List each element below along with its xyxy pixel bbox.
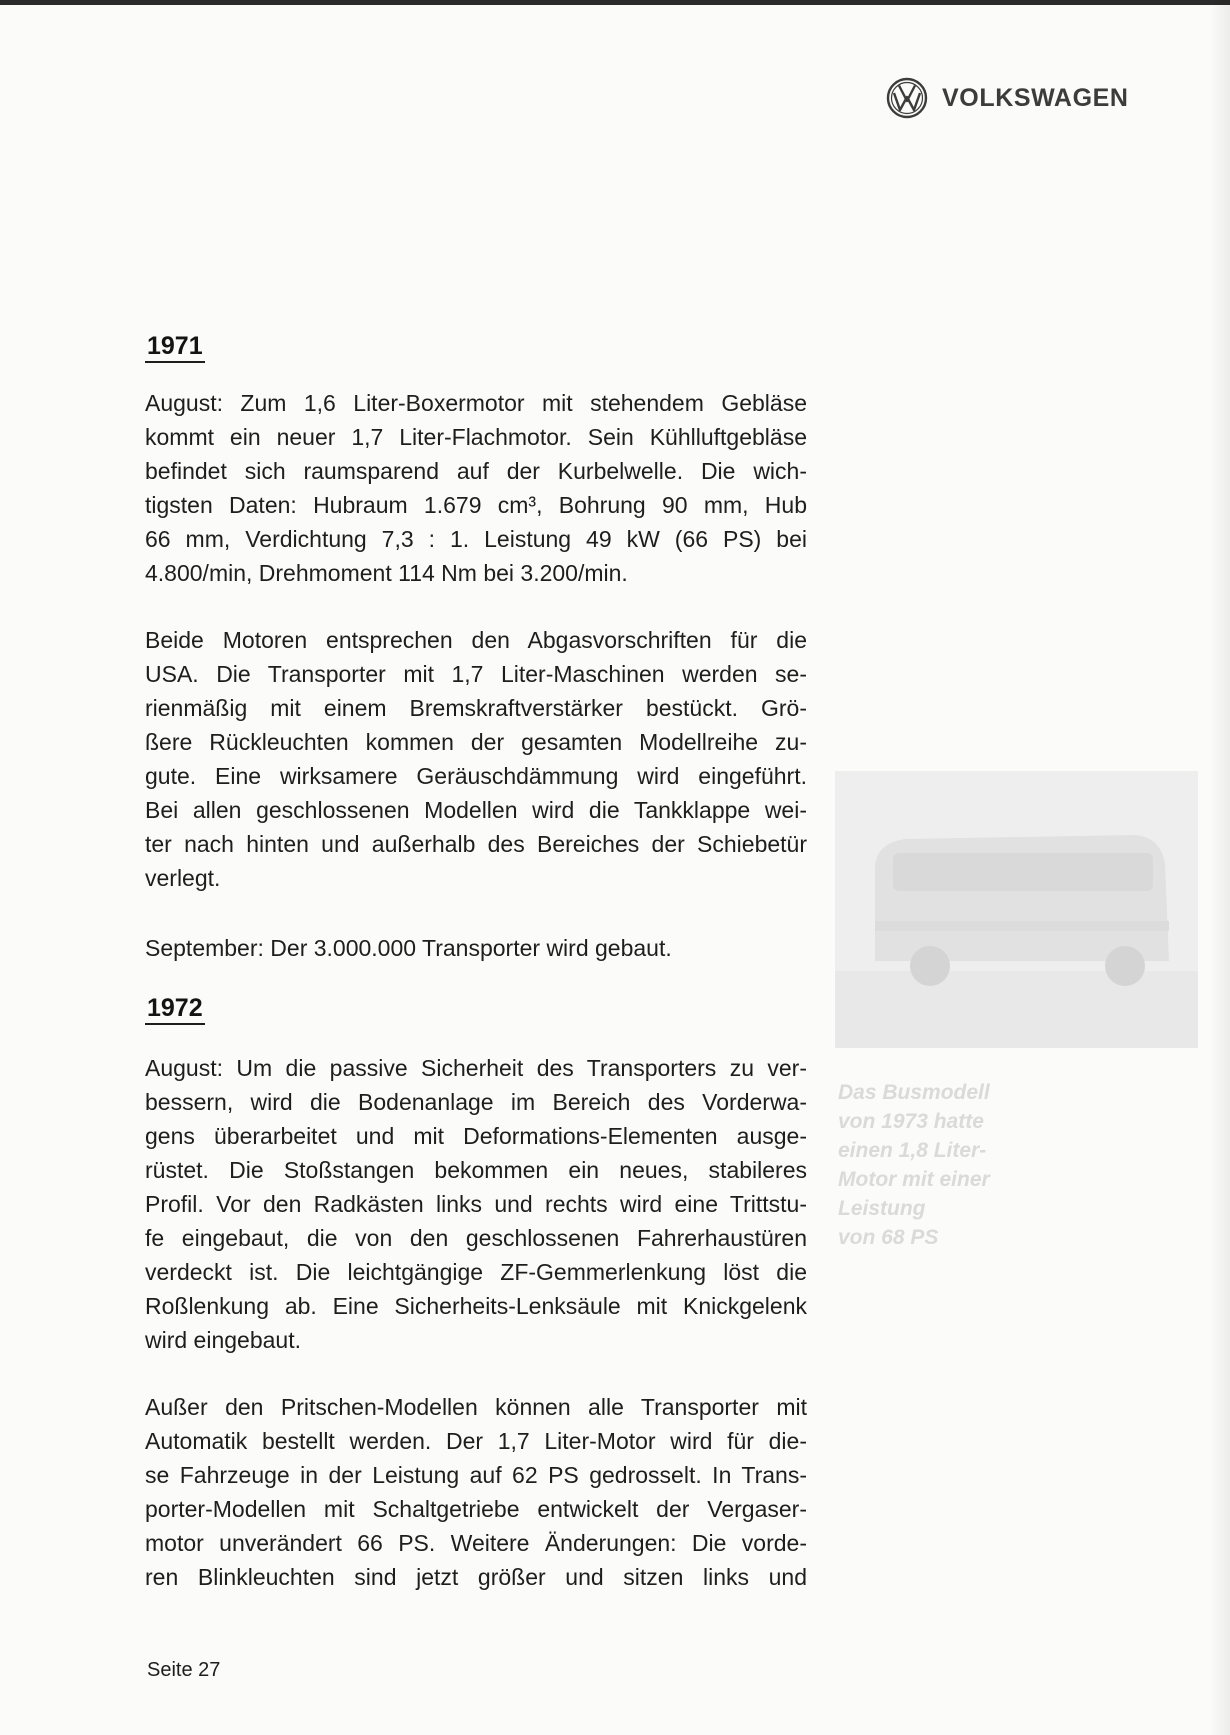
bus-photo — [835, 771, 1198, 1048]
bus-photo-icon — [835, 771, 1198, 1048]
scan-right-edge — [1210, 0, 1230, 1735]
text-line: ßere Rückleuchten kommen der gesamten Modellreihe zu- — [145, 729, 807, 755]
text-line: porter-Modellen mit Schaltgetriebe entwickelt der Vergaser- — [145, 1496, 807, 1522]
paragraph — [145, 623, 807, 895]
paragraph — [145, 386, 807, 590]
text-line: verlegt. — [145, 865, 221, 891]
text-line: kommt ein neuer 1,7 Liter-Flachmotor. Sein Kühlluftgebläse — [145, 424, 807, 450]
text-line: verdeckt ist. Die leichtgängige ZF-Gemmerlenkung löst die — [145, 1259, 807, 1285]
text-line: Bei allen geschlossenen Modellen wird die Tankklappe wei- — [145, 797, 807, 823]
text-line: bessern, wird die Bodenanlage im Bereich des Vorderwa- — [145, 1089, 807, 1115]
caption-line: von 1973 hatte — [838, 1110, 984, 1133]
text-line: ren Blinkleuchten sind jetzt größer und sitzen links und — [145, 1564, 807, 1590]
photo-caption — [838, 1078, 1068, 1252]
brand-header — [886, 76, 1129, 120]
brand-name: VOLKSWAGEN — [942, 84, 1129, 112]
vw-logo-icon — [886, 77, 928, 119]
text-line: Außer den Pritschen-Modellen können alle Transporter mit — [145, 1394, 807, 1420]
text-line: 4.800/min, Drehmoment 114 Nm bei 3.200/min. — [145, 560, 628, 586]
text-line: Roßlenkung ab. Eine Sicherheits-Lenksäule mit Knickgelenk — [145, 1293, 807, 1319]
text-line: ter nach hinten und außerhalb des Bereiches der Schiebetür — [145, 831, 807, 857]
text-line: rüstet. Die Stoßstangen bekommen ein neues, stabileres — [145, 1157, 807, 1183]
caption-line: Leistung — [838, 1197, 926, 1220]
caption-line: von 68 PS — [838, 1226, 939, 1249]
text-line: 66 mm, Verdichtung 7,3 : 1. Leistung 49 kW (66 PS) bei — [145, 526, 807, 552]
text-line: Beide Motoren entsprechen den Abgasvorschriften für die — [145, 627, 807, 653]
text-line: USA. Die Transporter mit 1,7 Liter-Maschinen werden se- — [145, 661, 807, 687]
text-line: gute. Eine wirksamere Geräuschdämmung wird eingeführt. — [145, 763, 807, 789]
text-line: wird eingebaut. — [145, 1327, 301, 1353]
caption-line: Motor mit einer — [838, 1168, 990, 1191]
text-line: gens überarbeitet und mit Deformations-Elementen ausge- — [145, 1123, 807, 1149]
year-heading-1972: 1972 — [145, 996, 205, 1025]
text-line: rienmäßig mit einem Bremskraftverstärker bestückt. Grö- — [145, 695, 807, 721]
year-heading-1971: 1971 — [145, 334, 205, 363]
text-line: se Fahrzeuge in der Leistung auf 62 PS gedrosselt. In Trans- — [145, 1462, 807, 1488]
scan-top-edge — [0, 0, 1230, 5]
caption-line: einen 1,8 Liter- — [838, 1139, 987, 1162]
text-line: August: Um die passive Sicherheit des Transporters zu ver- — [145, 1055, 807, 1081]
text-line: September: Der 3.000.000 Transporter wird gebaut. — [145, 935, 672, 961]
text-line: befindet sich raumsparend auf der Kurbelwelle. Die wich- — [145, 458, 807, 484]
paragraph — [145, 1390, 807, 1594]
text-line: Profil. Vor den Radkästen links und rechts wird eine Trittstu- — [145, 1191, 807, 1217]
text-line: fe eingebaut, die von den geschlossenen Fahrerhaustüren — [145, 1225, 807, 1251]
caption-line: Das Busmodell — [838, 1081, 990, 1104]
paragraph — [145, 931, 807, 965]
page-number: Seite 27 — [147, 1659, 221, 1681]
text-line: motor unverändert 66 PS. Weitere Änderungen: Die vorde- — [145, 1530, 807, 1556]
text-line: tigsten Daten: Hubraum 1.679 cm³, Bohrung 90 mm, Hub — [145, 492, 807, 518]
text-line: August: Zum 1,6 Liter-Boxermotor mit stehendem Gebläse — [145, 390, 807, 416]
paragraph — [145, 1051, 807, 1357]
text-line: Automatik bestellt werden. Der 1,7 Liter-Motor wird für die- — [145, 1428, 807, 1454]
